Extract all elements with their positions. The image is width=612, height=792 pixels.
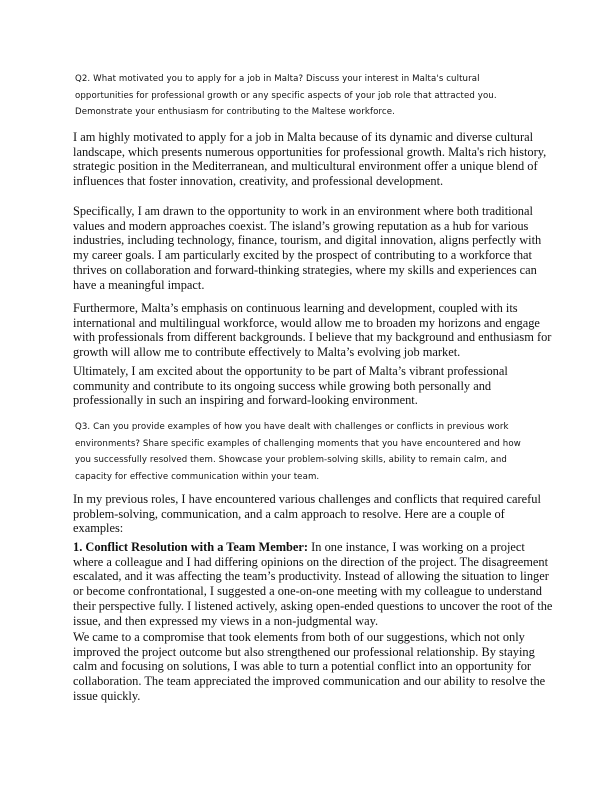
text-line: where a colleague and I had differing opinions on the direction of the project. The disagreement [73, 554, 549, 569]
question-q3 [75, 419, 575, 485]
text-line: have a meaningful impact. [73, 277, 205, 292]
text-line: Demonstrate your enthusiasm for contributing to the Maltese workforce. [75, 107, 395, 117]
answer-q3-intro [73, 492, 573, 536]
text-line: values and modern approaches coexist. The island’s growing reputation as a hub for various [73, 218, 529, 233]
text-line: improved the project outcome but also strengthened our professional relationship. By staying [73, 644, 535, 659]
text-line: capacity for effective communication within your team. [75, 471, 320, 482]
text-line: growth will allow me to contribute effectively to Malta’s evolving job market. [73, 345, 461, 360]
text-line: you successfully resolved them. Showcase your problem-solving skills, ability to remain calm, and [75, 455, 507, 465]
example-1-first-line-text: In one instance, I was working on a project [308, 540, 525, 554]
question-q2 [75, 71, 575, 121]
example-1-first-line [73, 540, 573, 555]
text-line: thrives on collaboration and forward-thinking strategies, where my skills and experiences can [73, 262, 537, 277]
text-line: I am highly motivated to apply for a job in Malta because of its dynamic and diverse cultural [73, 130, 534, 144]
text-line: Furthermore, Malta’s emphasis on continuous learning and development, coupled with its [73, 301, 518, 315]
text-line: Specifically, I am drawn to the opportunity to work in an environment where both traditional [73, 204, 533, 218]
answer-q2-paragraph-1 [73, 130, 573, 189]
text-line: Ultimately, I am excited about the opportunity to be part of Malta’s vibrant professional [73, 364, 508, 378]
text-line: opportunities for professional growth or any specific aspects of your job role that attracted you. [75, 90, 497, 101]
text-line: my career goals. I am particularly excited by the prospect of contributing to a workforce that [73, 248, 532, 263]
answer-q2-paragraph-2 [73, 204, 573, 292]
answer-q3-example-1 [73, 540, 573, 628]
text-line: In my previous roles, I have encountered various challenges and conflicts that required careful [73, 492, 541, 506]
text-line: examples: [73, 521, 124, 536]
example-1-body [73, 555, 573, 629]
text-line: international and multilingual workforce, would allow me to broaden my horizons and engage [73, 315, 540, 330]
text-line: issue, and then expressed my views in a non-judgmental way. [73, 613, 379, 628]
text-line: community and contribute to its ongoing success while growing both personally and [73, 378, 492, 393]
text-line: or become confrontational, I suggested a one-on-one meeting with my colleague to understand [73, 584, 542, 599]
example-1-heading: 1. Conflict Resolution with a Team Member: [73, 540, 309, 554]
text-line: problem-solving, communication, and a calm approach to resolve. Here are a couple of [73, 506, 505, 521]
text-line: professionally in such an inspiring and forward-looking environment. [73, 393, 418, 408]
text-line: calm and focusing on solutions, I was able to turn a potential conflict into an opportunity for [73, 659, 532, 674]
text-line: strategic position in the Mediterranean, and multicultural environment offer a unique blend of [73, 159, 538, 174]
text-line: influences that foster innovation, creativity, and professional development. [73, 174, 444, 189]
text-line: escalated, and it was affecting the team’s productivity. Instead of allowing the situation to linger [73, 569, 549, 584]
text-line: Q3. Can you provide examples of how you have dealt with challenges or conflicts in previous work [75, 422, 509, 432]
text-line: issue quickly. [73, 688, 141, 703]
text-line: their perspective fully. I listened actively, asking open-ended questions to uncover the root of the [73, 598, 553, 613]
text-line: Q2. What motivated you to apply for a job in Malta? Discuss your interest in Malta's cultural [75, 74, 480, 84]
answer-q3-outcome [73, 630, 573, 704]
answer-q2-paragraph-3 [73, 301, 573, 360]
text-line: environments? Share specific examples of challenging moments that you have encountered and how [75, 438, 521, 449]
text-line: with professionals from different backgrounds. I believe that my background and enthusiasm for [73, 330, 552, 345]
text-line: collaboration. The team appreciated the improved communication and our ability to resolve the [73, 674, 546, 689]
text-line: We came to a compromise that took elements from both of our suggestions, which not only [73, 630, 525, 644]
answer-q2-paragraph-4 [73, 364, 573, 408]
text-line: industries, including technology, finance, tourism, and digital innovation, aligns perfectly with [73, 233, 542, 248]
text-line: landscape, which presents numerous opportunities for professional growth. Malta's rich history, [73, 144, 547, 159]
